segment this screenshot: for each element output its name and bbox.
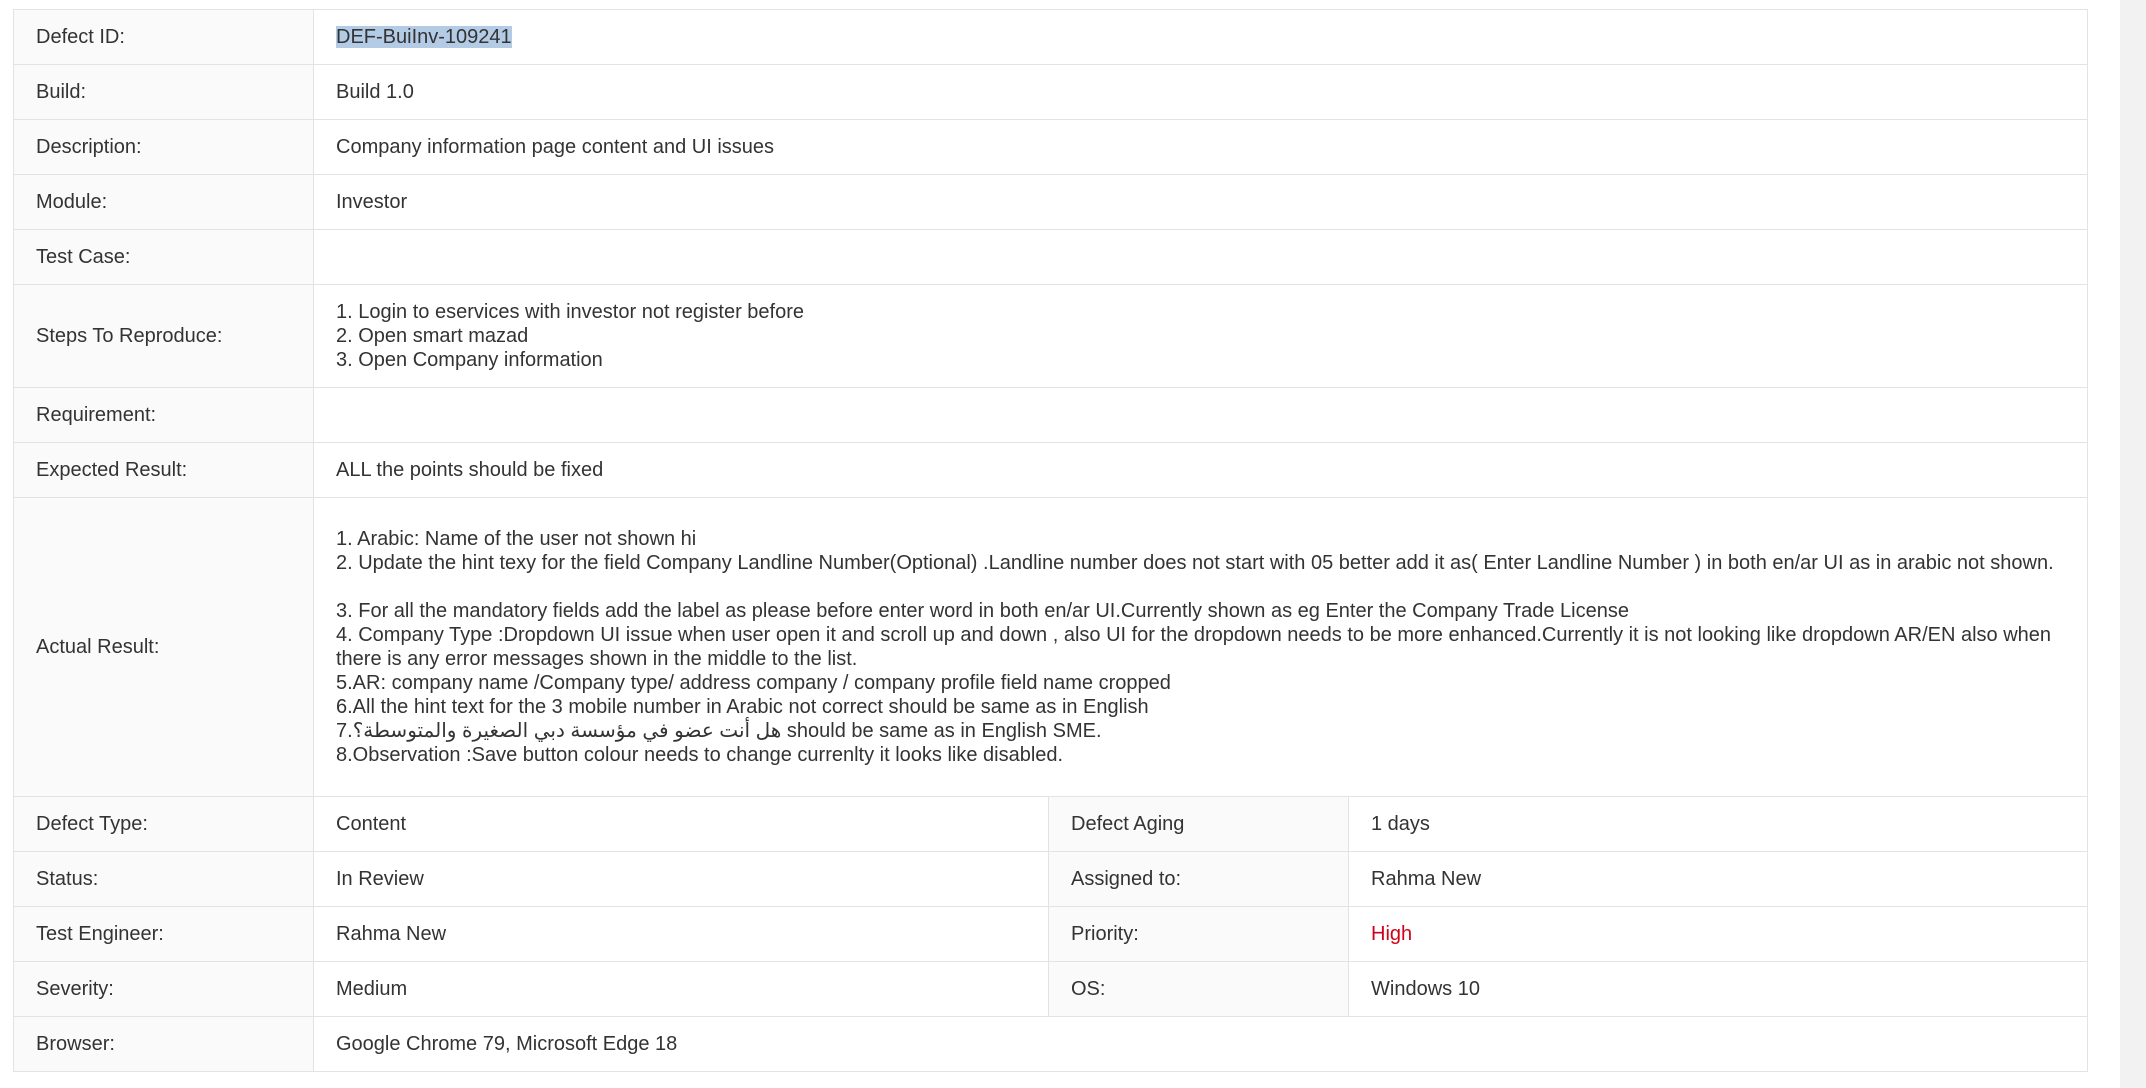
- row-browser: [14, 1017, 2088, 1072]
- defect-aging-label: Defect Aging: [1049, 797, 1349, 852]
- steps-value: [314, 285, 2088, 388]
- row-expected-result: [14, 443, 2088, 498]
- requirement-value: [314, 388, 2088, 443]
- defect-type-value: Content: [314, 797, 1049, 852]
- step-line: 2. Open smart mazad: [336, 325, 529, 347]
- actual-line: 5.AR: company name /Company type/ address company / company profile field name cropped: [336, 672, 1171, 694]
- actual-line-arabic: 7.هل أنت عضو في مؤسسة دبي الصغيرة والمتوسطة؟ should be same as in English SME.: [336, 720, 1102, 742]
- browser-label: Browser:: [14, 1017, 314, 1072]
- steps-label: Steps To Reproduce:: [14, 285, 314, 388]
- priority-label: Priority:: [1049, 907, 1349, 962]
- assigned-to-label: Assigned to:: [1049, 852, 1349, 907]
- browser-value: Google Chrome 79, Microsoft Edge 18: [314, 1017, 2088, 1072]
- actual-blank-line: [336, 575, 2065, 599]
- expected-result-label: Expected Result:: [14, 443, 314, 498]
- actual-result-value: [314, 498, 2088, 797]
- defect-id-label: Defect ID:: [14, 10, 314, 65]
- expected-result-value: ALL the points should be fixed: [314, 443, 2088, 498]
- row-actual-result: [14, 498, 2088, 797]
- test-case-label: Test Case:: [14, 230, 314, 285]
- defect-detail-sheet: [13, 9, 2087, 1072]
- module-value: Investor: [314, 175, 2088, 230]
- row-test-case: [14, 230, 2088, 285]
- status-value: In Review: [314, 852, 1049, 907]
- os-value: Windows 10: [1349, 962, 2088, 1017]
- page-scroll-gutter[interactable]: [2120, 0, 2146, 1088]
- module-label: Module:: [14, 175, 314, 230]
- severity-label: Severity:: [14, 962, 314, 1017]
- actual-line: 6.All the hint text for the 3 mobile number in Arabic not correct should be same as in English: [336, 696, 1149, 718]
- actual-line: 3. For all the mandatory fields add the label as please before enter word in both en/ar UI.Currently shown as eg Enter the Company Trade License: [336, 600, 1629, 622]
- defect-type-label: Defect Type:: [14, 797, 314, 852]
- severity-value: Medium: [314, 962, 1049, 1017]
- test-engineer-label: Test Engineer:: [14, 907, 314, 962]
- actual-line: 4. Company Type :Dropdown UI issue when user open it and scroll up and down , also UI for the dropdown needs to be more enhanced.Currently it is not looking like dropdown AR/EN also when there is any error messages shown in the middle to the list.: [336, 624, 2052, 670]
- defect-aging-value: 1 days: [1349, 797, 2088, 852]
- assigned-to-value: Rahma New: [1349, 852, 2088, 907]
- defect-id-value-cell: [314, 10, 2088, 65]
- build-value: Build 1.0: [314, 65, 2088, 120]
- actual-line: 2. Update the hint texy for the field Company Landline Number(Optional) .Landline number does not start with 05 better add it as( Enter Landline Number ) in both en/ar UI as in arabic not shown.: [336, 552, 2054, 574]
- build-label: Build:: [14, 65, 314, 120]
- actual-line: 1. Arabic: Name of the user not shown hi: [336, 528, 697, 550]
- row-defect-id: [14, 10, 2088, 65]
- actual-line: 8.Observation :Save button colour needs to change currenlty it looks like disabled.: [336, 744, 1064, 766]
- defect-id-value[interactable]: DEF-BuiInv-109241: [336, 26, 512, 48]
- requirement-label: Requirement:: [14, 388, 314, 443]
- row-test-engineer: [14, 907, 2088, 962]
- description-label: Description:: [14, 120, 314, 175]
- row-description: [14, 120, 2088, 175]
- row-build: [14, 65, 2088, 120]
- row-severity: [14, 962, 2088, 1017]
- description-value: Company information page content and UI issues: [314, 120, 2088, 175]
- priority-value: High: [1349, 907, 2088, 962]
- row-steps-to-reproduce: [14, 285, 2088, 388]
- row-module: [14, 175, 2088, 230]
- row-status: [14, 852, 2088, 907]
- row-requirement: [14, 388, 2088, 443]
- test-case-value: [314, 230, 2088, 285]
- row-defect-type: [14, 797, 2088, 852]
- actual-result-label: Actual Result:: [14, 498, 314, 797]
- status-label: Status:: [14, 852, 314, 907]
- test-engineer-value: Rahma New: [314, 907, 1049, 962]
- defect-detail-table: [13, 9, 2088, 1072]
- os-label: OS:: [1049, 962, 1349, 1017]
- step-line: 3. Open Company information: [336, 349, 603, 371]
- step-line: 1. Login to eservices with investor not register before: [336, 301, 805, 323]
